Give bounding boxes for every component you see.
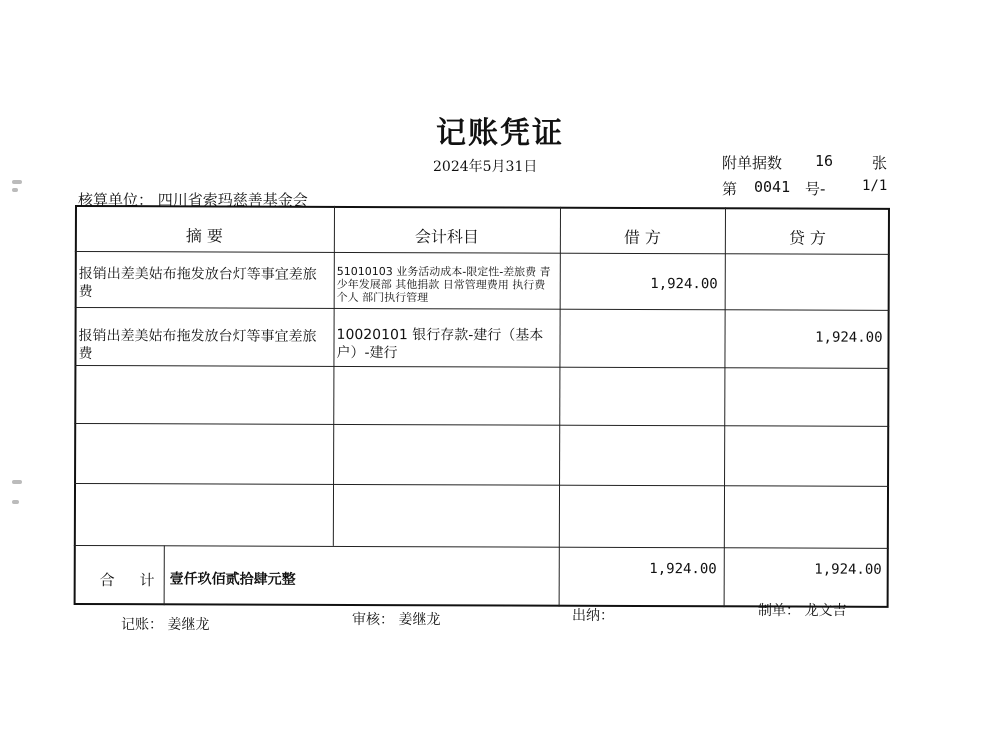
entry-subject: 10020101 银行存款-建行（基本户）-建行 [336,326,544,362]
scan-mark [12,180,22,184]
voucher-number: 0041 [754,178,791,196]
header-debit: 借 方 [623,227,661,247]
entry-subject: 51010103 业务活动成本-限定性-差旅费 青少年发展部 其他捐款 日常管理费用 执行费 个人 部门执行管理 [336,264,551,305]
entry-credit: 1,924.00 [815,329,883,346]
voucher-date: 2024年5月31日 [433,159,538,175]
total-label: 合 计 [99,571,165,590]
header-summary: 摘 要 [185,225,223,246]
entry-debit: 1,924.00 [650,276,718,293]
header-credit: 贷 方 [788,227,826,248]
voucher-number-suffix: 号- [805,180,826,198]
attachments-label: 附单据数 [722,154,783,172]
attachments-unit: 张 [872,154,888,172]
total-debit: 1,924.00 [649,561,717,578]
scan-mark [12,500,19,504]
signature-preparer: 制单： 龙文吉 [758,603,847,619]
voucher-number-prefix: 第 [722,180,738,198]
total-credit: 1,924.00 [814,561,882,578]
entry-summary: 报销出差美姑布拖发放台灯等事宜差旅费 [78,266,317,301]
scan-mark [12,188,18,192]
total-amount-words: 壹仟玖佰贰拾肆元整 [169,571,296,588]
voucher-page: 1/1 [862,178,888,194]
accounting-unit: 核算单位： 四川省索玛慈善基金会 [78,191,308,209]
entry-summary: 报销出差美姑布拖发放台灯等事宜差旅费 [78,328,317,363]
signature-bookkeeper: 记账： 姜继龙 [121,617,210,633]
scan-mark [12,480,22,484]
voucher-title: 记账凭证 [436,116,564,151]
signature-cashier: 出纳： [572,608,614,624]
voucher-table [74,205,897,610]
attachments-count: 16 [815,152,834,170]
header-subject: 会计科目 [414,226,479,246]
signature-reviewer: 审核： 姜继龙 [352,612,441,628]
